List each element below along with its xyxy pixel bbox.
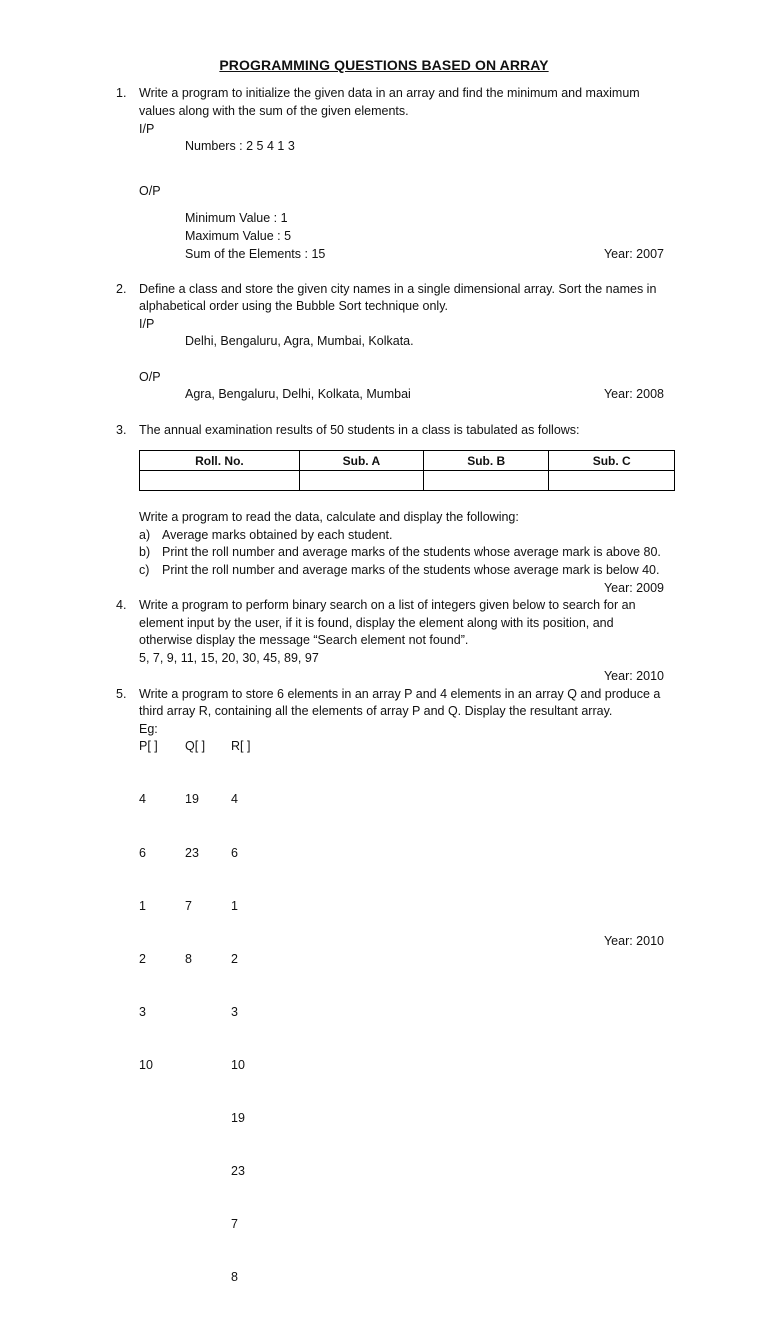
output-line: Sum of the Elements : 15 <box>185 247 326 261</box>
table-cell <box>140 471 300 491</box>
list-item-label: a) <box>139 528 151 542</box>
array-r-value: 7 <box>231 1217 238 1232</box>
table-cell <box>299 471 423 491</box>
year-label: Year: 2007 <box>603 247 664 261</box>
array-r-value: 19 <box>231 1111 245 1126</box>
array-r-value: 4 <box>231 792 238 807</box>
table-header-row <box>140 451 675 471</box>
question-text: Write a program to perform binary search on a list of integers given below to search for an <box>139 598 636 612</box>
input-label: I/P <box>139 317 155 331</box>
question-text: Write a program to initialize the given data in an array and find the minimum and maximum <box>139 86 640 100</box>
year-label: Year: 2010 <box>603 669 664 683</box>
list-item-label: b) <box>139 545 151 559</box>
output-line: Maximum Value : 5 <box>185 229 292 243</box>
array-r-header: R[ ] <box>231 739 251 753</box>
array-p-value: 1 <box>139 898 146 913</box>
array-p-column <box>139 756 153 1110</box>
question-number: 5. <box>116 687 127 701</box>
output-label: O/P <box>139 370 161 384</box>
question-text: The annual examination results of 50 students in a class is tabulated as follows: <box>139 423 580 437</box>
page-title: PROGRAMMING QUESTIONS BASED ON ARRAY <box>219 57 549 73</box>
table-header-cell: Roll. No. <box>140 451 300 471</box>
array-r-value: 3 <box>231 1004 238 1019</box>
table-header-cell: Sub. C <box>549 451 675 471</box>
list-item-label: c) <box>139 563 150 577</box>
array-q-column <box>185 756 199 1004</box>
list-item: Print the roll number and average marks of the students whose average mark is above 80. <box>162 545 661 559</box>
output-line: Agra, Bengaluru, Delhi, Kolkata, Mumbai <box>185 387 411 401</box>
list-item: Print the roll number and average marks of the students whose average mark is below 40. <box>162 563 660 577</box>
array-p-value: 10 <box>139 1057 153 1072</box>
question-number: 4. <box>116 598 127 612</box>
integer-list: 5, 7, 9, 11, 15, 20, 30, 45, 89, 97 <box>139 651 319 665</box>
question-number: 1. <box>116 86 127 100</box>
array-p-value: 6 <box>139 845 146 860</box>
array-r-value: 2 <box>231 951 238 966</box>
output-label: O/P <box>139 184 161 198</box>
array-p-value: 4 <box>139 792 146 807</box>
table-header-cell: Sub. A <box>299 451 423 471</box>
array-r-column <box>231 756 245 1323</box>
array-p-header: P[ ] <box>139 739 158 753</box>
array-q-value: 23 <box>185 845 199 860</box>
output-line: Minimum Value : 1 <box>185 211 288 225</box>
input-label: I/P <box>139 122 155 136</box>
input-data: Numbers : 2 5 4 1 3 <box>185 139 295 153</box>
question-text: third array R, containing all the elements of array P and Q. Display the resultant array. <box>139 704 613 718</box>
table-row <box>140 471 675 491</box>
question-text: alphabetical order using the Bubble Sort technique only. <box>139 299 449 313</box>
list-item: Average marks obtained by each student. <box>162 528 393 542</box>
array-q-value: 19 <box>185 792 199 807</box>
input-data: Delhi, Bengaluru, Agra, Mumbai, Kolkata. <box>185 334 414 348</box>
question-text: otherwise display the message “Search element not found”. <box>139 633 469 647</box>
marks-table <box>139 450 675 491</box>
array-r-value: 1 <box>231 898 238 913</box>
array-q-header: Q[ ] <box>185 739 206 753</box>
example-label: Eg: <box>139 722 158 736</box>
table-cell <box>423 471 549 491</box>
year-label: Year: 2010 <box>603 934 664 948</box>
array-r-value: 8 <box>231 1270 238 1285</box>
array-p-value: 3 <box>139 1004 146 1019</box>
array-r-value: 23 <box>231 1164 245 1179</box>
year-label: Year: 2008 <box>603 387 664 401</box>
question-text: Write a program to store 6 elements in an array P and 4 elements in an array Q and produce a <box>139 687 661 701</box>
array-q-value: 7 <box>185 898 192 913</box>
question-text: Define a class and store the given city names in a single dimensional array. Sort the names in <box>139 282 657 296</box>
table-cell <box>549 471 675 491</box>
array-r-value: 10 <box>231 1057 245 1072</box>
question-text: values along with the sum of the given elements. <box>139 104 409 118</box>
array-q-value: 8 <box>185 951 192 966</box>
question-number: 2. <box>116 282 127 296</box>
question-number: 3. <box>116 423 127 437</box>
array-p-value: 2 <box>139 951 146 966</box>
table-header-cell: Sub. B <box>423 451 549 471</box>
question-text: element input by the user, if it is found, display the element along with its position, and <box>139 616 614 630</box>
array-r-value: 6 <box>231 845 238 860</box>
question-text: Write a program to read the data, calculate and display the following: <box>139 510 519 524</box>
year-label: Year: 2009 <box>603 581 664 595</box>
